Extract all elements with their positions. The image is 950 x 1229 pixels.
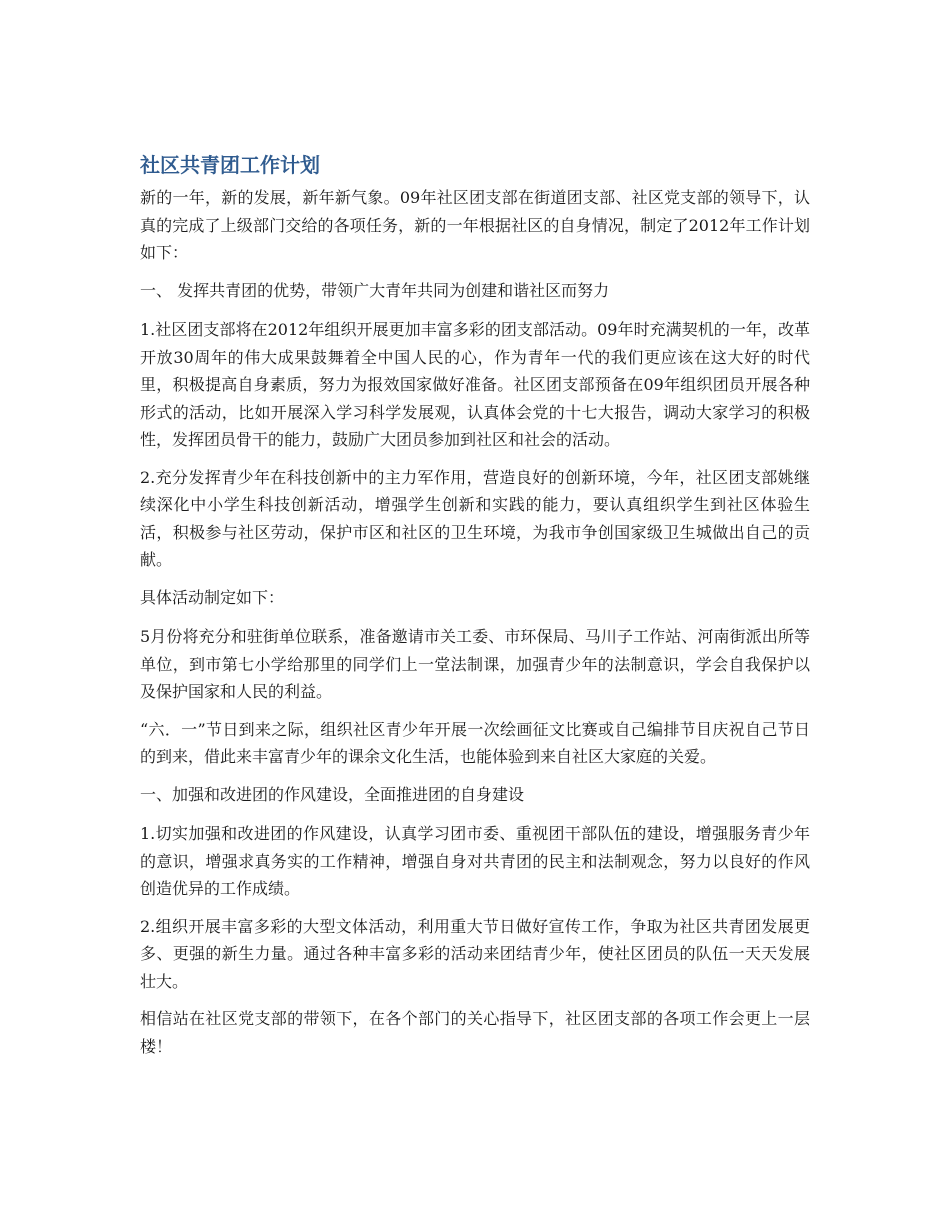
- section-heading-1: 一、 发挥共青团的优势，带领广大青年共同为创建和谐社区而努力: [140, 280, 610, 300]
- activity-may: 5月份将充分和驻街单位联系，准备邀请市关工委、市环保局、马川子工作站、河南街派出所等单位，到市第七小学给那里的同学们上一堂法制课，加强青少年的法制意识，学会自我保护以及保护国家和人民的利益。: [140, 627, 810, 701]
- paragraph-item-2: 2.充分发挥青少年在科技创新中的主力军作用，营造良好的创新环境，今年，社区团支部姚继续深化中小学生科技创新活动，增强学生创新和实践的能力，要认真组织学生到社区体验生活，积极参与社区劳动，保护市区和社区的卫生环境，为我市争创国家级卫生城做出自己的贡献。: [140, 467, 810, 569]
- document-page: [140, 150, 810, 1070]
- paragraph-item-1: 1.社区团支部将在2012年组织开展更加丰富多彩的团支部活动。09年时充满契机的一年，改革开放30周年的伟大成果鼓舞着全中国人民的心，作为青年一代的我们更应该在这大好的时代里，积极提高自身素质，努力为报效国家做好准备。社区团支部预备在09年组织团员开展各种形式的活动，比如开展深入学习科学发展观，认真体会党的十七大报告，调动大家学习的积极性，发挥团员骨干的能力，鼓励广大团员参加到社区和社会的活动。: [140, 320, 810, 449]
- paragraph-item-4: 2.组织开展丰富多彩的大型文体活动，利用重大节日做好宣传工作，争取为社区共青团发展更多、更强的新生力量。通过各种丰富多彩的活动来团结青少年，使社区团员的队伍一天天发展壮大。: [140, 916, 810, 991]
- section-heading-2: 一、加强和改进团的作风建设，全面推进团的自身建设: [140, 784, 525, 804]
- intro-paragraph: 新的一年，新的发展，新年新气象。09年社区团支部在街道团支部、社区党支部的领导下，认真的完成了上级部门交给的各项任务，新的一年根据社区的自身情况，制定了2012年工作计划如下：: [140, 188, 810, 262]
- activity-june-first: “六．一”节日到来之际，组织社区青少年开展一次绘画征文比赛或自己编排节目庆祝自己节日的到来，借此来丰富青少年的课余文化生活，也能体验到来自社区大家庭的关爱。: [140, 719, 810, 766]
- closing-paragraph: 相信站在社区党支部的带领下，在各个部门的关心指导下，社区团支部的各项工作会更上一层楼！: [140, 1009, 810, 1056]
- document-title: 社区共青团工作计划: [140, 153, 320, 177]
- paragraph-item-3: 1.切实加强和改进团的作风建设，认真学习团市委、重视团干部队伍的建设，增强服务青少年的意识，增强求真务实的工作精神，增强自身对共青团的民主和法制观念，努力以良好的作风创造优异的工作成绩。: [140, 824, 810, 898]
- activities-heading: 具体活动制定如下：: [140, 587, 285, 607]
